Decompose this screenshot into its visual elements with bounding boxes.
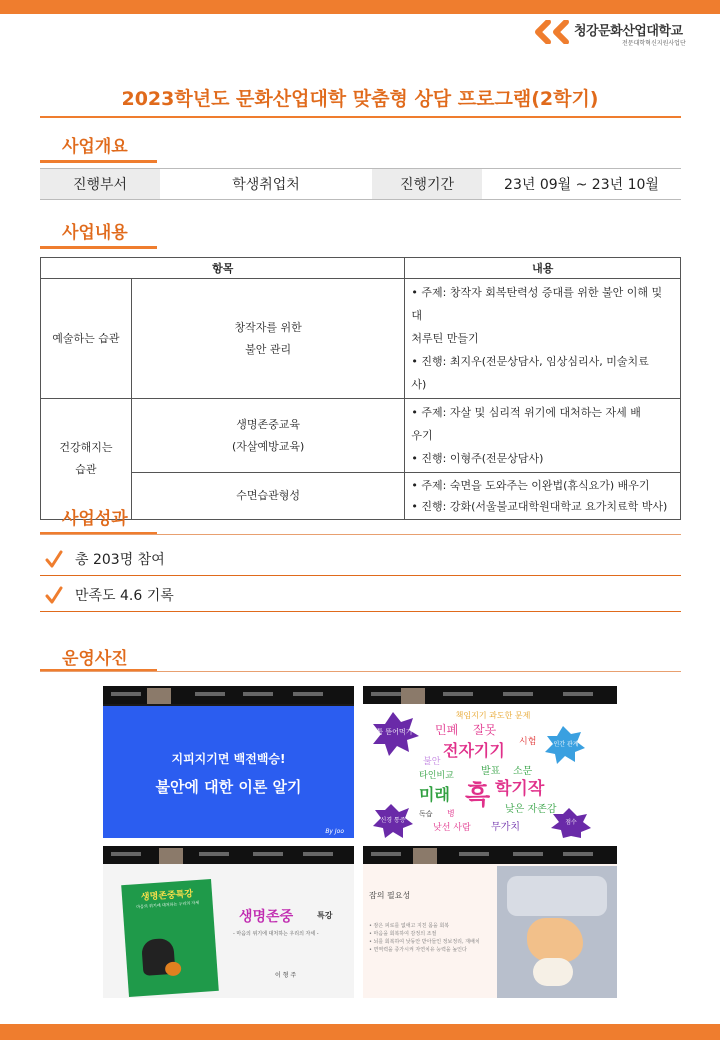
subitem-cell <box>131 279 405 399</box>
category-cell <box>41 279 132 399</box>
cloud-word: 책임지기 과도한 문제 <box>455 711 531 720</box>
participant-thumbnail <box>159 848 183 864</box>
slide-heading: 잠의 필요성 <box>369 891 411 900</box>
lecture-title: 생명존중 <box>239 909 294 925</box>
content-line: • 진행: 최지우(전문상담사, 임상심리사, 미술치료 <box>411 355 649 368</box>
section-heading-content: 사업내용 <box>62 223 128 243</box>
cloud-word: 전자기기 <box>443 741 505 760</box>
photo-word-cloud <box>363 686 617 838</box>
participant-thumbnail <box>401 688 425 704</box>
dept-label: 진행부서 <box>40 169 160 199</box>
dept-value: 학생취업처 <box>232 177 300 193</box>
slide-bullet: • 마음을 회복하여 감정의 조절 <box>369 931 437 937</box>
slide-signature: By Joo <box>325 828 344 835</box>
subitem-line: 수면습관형성 <box>236 489 301 502</box>
section-baseline <box>40 671 681 672</box>
content-cell <box>405 473 681 520</box>
result-item <box>40 541 681 576</box>
section-underline <box>40 246 157 249</box>
section-baseline <box>40 534 681 535</box>
table-row <box>41 279 681 399</box>
photo-sleep-lecture <box>363 846 617 998</box>
content-cell <box>405 279 681 399</box>
logo-name: 청강문화산업대학교 <box>574 24 683 39</box>
slide-title: 불안에 대한 이론 알기 <box>155 778 302 796</box>
participant-thumbnail <box>413 848 437 864</box>
content-line: • 진행: 이형주(전문상담사) <box>411 452 544 465</box>
category-cell <box>41 399 132 520</box>
cloud-word: 민폐 <box>435 723 459 737</box>
section-heading-results: 사업성과 <box>62 509 128 529</box>
table-row <box>41 399 681 473</box>
subitem-line: 생명존중교육 <box>236 417 301 431</box>
bottom-accent-bar <box>0 1024 720 1040</box>
cloud-word: 흑 <box>465 781 491 811</box>
subitem-cell <box>131 473 405 520</box>
subitem-line: 창작자를 위한 <box>234 320 302 334</box>
section-heading-overview: 사업개요 <box>62 137 128 157</box>
word-cloud <box>363 704 617 838</box>
slide-cover <box>121 879 219 997</box>
content-line: 우기 <box>411 429 433 442</box>
category-line: 건강해지는 <box>59 441 113 454</box>
content-cell <box>405 399 681 473</box>
col-header-content: 내용 <box>405 258 681 279</box>
cover-subtitle: 마음의 위기에 대처하는 우리의 자세 <box>136 899 200 910</box>
result-text: 만족도 4.6 기록 <box>75 588 174 604</box>
content-line: • 주제: 자살 및 심리적 위기에 대처하는 자세 배 <box>411 406 641 419</box>
cloud-word: 낮선 사람 <box>433 823 471 833</box>
section-underline <box>40 160 157 163</box>
video-call-bar <box>363 846 617 864</box>
cloud-word: 잘못 <box>473 723 497 737</box>
cloud-word: 낮은 자존감 <box>505 804 557 815</box>
photo-life-respect-lecture <box>103 846 354 998</box>
overview-table <box>40 168 681 200</box>
logo-mark-icon <box>534 20 570 44</box>
presenter-name: 이 형 주 <box>275 972 297 979</box>
logo <box>534 20 694 46</box>
slide <box>103 706 354 838</box>
cloud-word: 학기작 <box>495 779 545 799</box>
cloud-word: 무가치 <box>491 822 520 833</box>
fox-illustration <box>165 961 182 976</box>
cloud-word: 인간 관계 <box>553 741 579 748</box>
table-row <box>41 473 681 520</box>
cloud-word: 발표 <box>481 766 501 777</box>
category-line: 습관 <box>75 463 97 476</box>
photo-gallery <box>103 686 618 998</box>
content-line: 사) <box>411 378 427 391</box>
subitem-line: 불안 관리 <box>245 342 292 356</box>
page-title: 2023학년도 문화산업대학 맞춤형 상담 프로그램(2학기) <box>121 88 599 110</box>
slide-bullet: • 뇌를 회복하여 낮동안 받아들인 정보정리, 재배치 <box>369 939 480 945</box>
period-value: 23년 09월 ~ 23년 10월 <box>504 177 659 193</box>
video-call-bar <box>103 686 354 704</box>
content-line: • 주제: 숙면을 도와주는 이완법(휴식요가) 배우기 <box>411 479 650 492</box>
cloud-word: 신경 통증 <box>380 817 406 824</box>
lecture-subtitle: - 마음의 위기에 대처하는 우리의 자세 - <box>233 931 319 937</box>
cloud-word: 점수 <box>565 819 577 826</box>
cloud-word: 손톱 뜯어먹기 <box>369 728 413 736</box>
content-line: • 주제: 창작자 회복탄력성 증대를 위한 불안 이해 및 대 <box>411 286 663 322</box>
participant-thumbnail <box>147 688 171 704</box>
checkmark-icon <box>44 549 64 569</box>
slide-bullet: • 잠은 피로를 없애고 지친 몸을 회복 <box>369 923 450 929</box>
subitem-cell <box>131 399 405 473</box>
program-table <box>40 257 681 520</box>
checkmark-icon <box>44 585 64 605</box>
slide-bullets <box>369 922 487 954</box>
cover-title: 생명존중특강 <box>140 889 194 903</box>
cloud-word: 병 <box>447 809 455 818</box>
period-label: 진행기간 <box>372 169 482 199</box>
photo-anxiety-lecture <box>103 686 354 838</box>
category-label: 예술하는 습관 <box>52 331 120 345</box>
section-heading-photos: 운영사진 <box>62 649 128 669</box>
title-divider <box>40 116 681 118</box>
video-call-bar <box>103 846 354 864</box>
result-item <box>40 577 681 612</box>
cloud-word: 소문 <box>513 766 533 777</box>
sleeping-cat-photo <box>497 866 617 998</box>
content-line: • 진행: 강화(서울불교대학원대학교 요가치료학 박사) <box>411 500 668 513</box>
slide-text: 지피지기면 백전백승! <box>171 752 286 766</box>
top-accent-bar <box>0 0 720 14</box>
cloud-word: 독습 <box>419 810 433 818</box>
result-text: 총 203명 참여 <box>75 552 165 568</box>
cloud-word: 미래 <box>419 785 450 804</box>
cloud-word: 시험 <box>519 737 537 747</box>
logo-subtitle: 전문대학혁신지원사업단 <box>622 40 686 47</box>
subitem-line: (자살예방교육) <box>231 439 305 453</box>
content-line: 처루틴 만들기 <box>411 332 479 345</box>
lecture-title-suffix: 특강 <box>317 911 333 920</box>
cloud-word: 타인비교 <box>419 771 454 781</box>
slide-bullet: • 면역력을 증가시켜 자연치유 능력을 높인다 <box>369 947 467 953</box>
col-header-item: 항목 <box>41 258 405 279</box>
cloud-word: 불안 <box>423 757 441 767</box>
